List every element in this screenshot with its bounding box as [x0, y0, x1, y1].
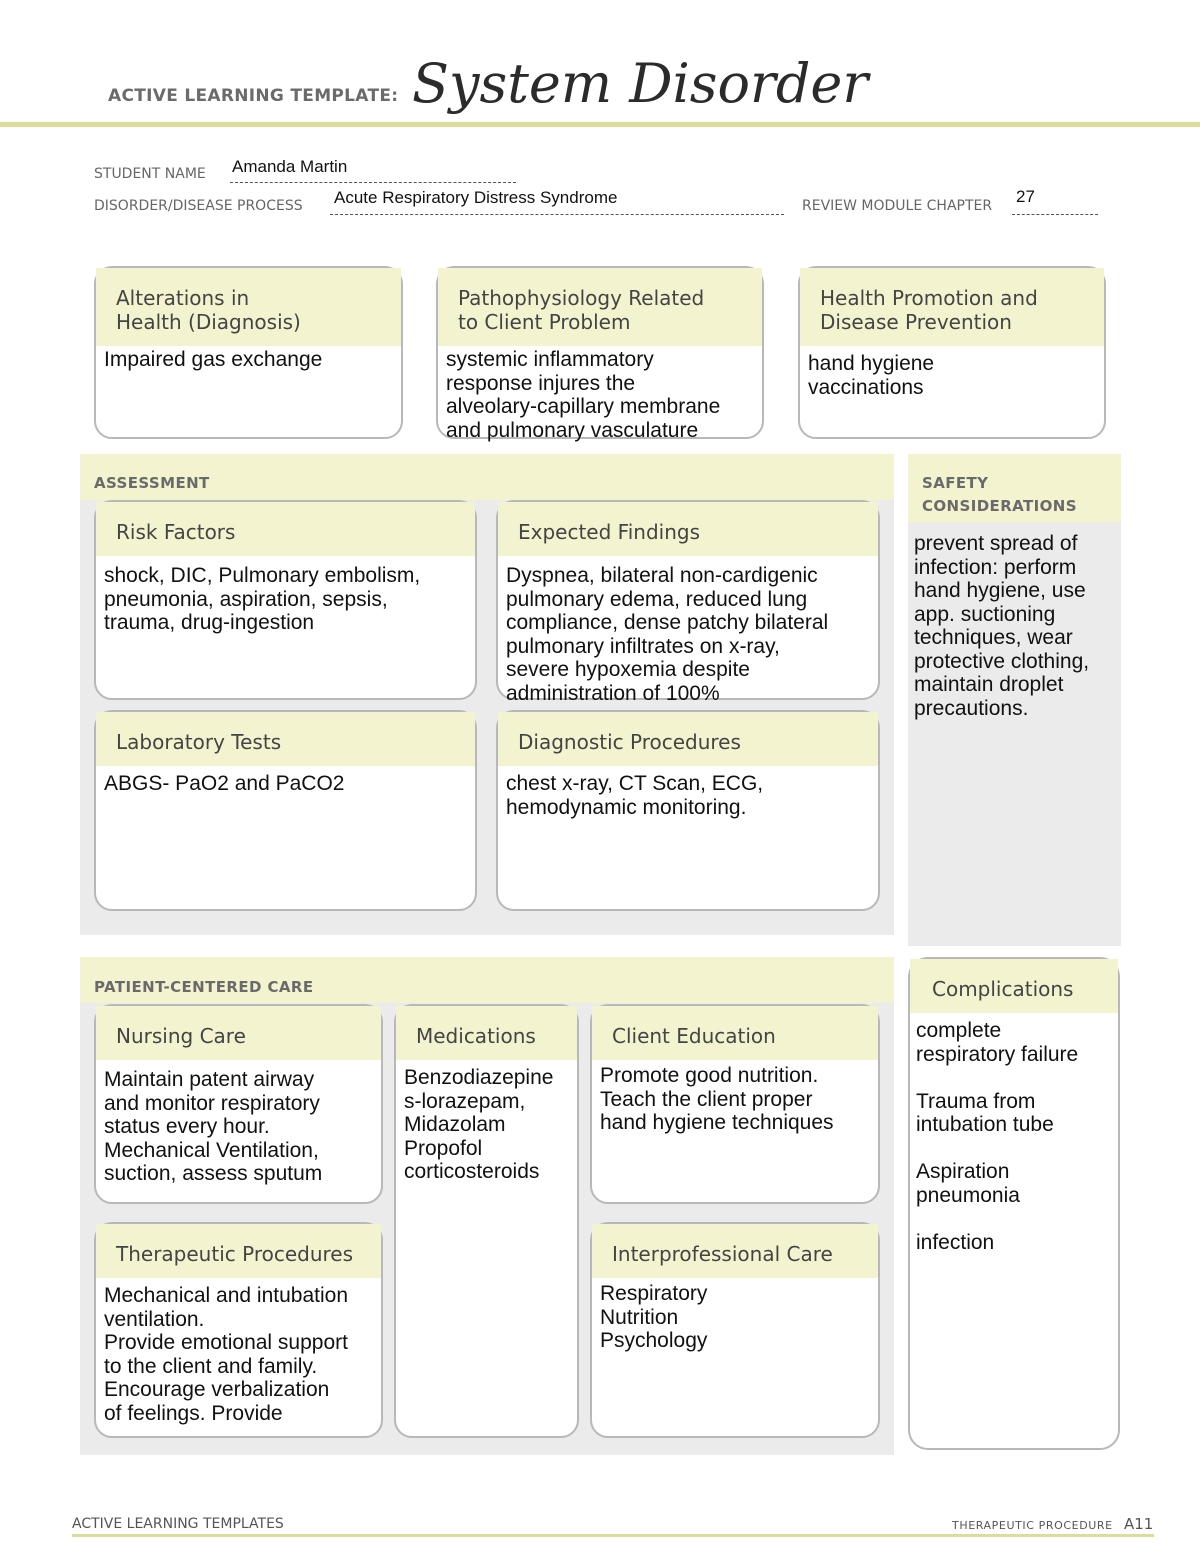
- laboratory-tests-box: [94, 710, 477, 911]
- diagnostic-procedures-box: [496, 710, 880, 911]
- pathophysiology-input[interactable]: systemic inflammatory response injures the alveolary-capillary membrane and pulmonary vasculature: [446, 348, 721, 442]
- safety-title: SAFETY CONSIDERATIONS: [922, 474, 1077, 515]
- chapter-label: REVIEW MODULE CHAPTER: [802, 198, 993, 214]
- pathophysiology-title: Pathophysiology Related to Client Problem: [438, 268, 762, 346]
- laboratory-tests-title: Laboratory Tests: [96, 712, 475, 766]
- client-education-box: [590, 1004, 880, 1204]
- nursing-care-title: Nursing Care: [96, 1006, 381, 1060]
- header-divider: [0, 122, 1200, 127]
- complications-title: Complications: [910, 959, 1118, 1013]
- nursing-care-box: [94, 1004, 383, 1204]
- risk-factors-title: Risk Factors: [96, 502, 475, 556]
- therapeutic-procedures-input[interactable]: Mechanical and intubation ventilation. Provide emotional support to the client and family. Encourage verbalization of feelings. Provide: [104, 1284, 349, 1425]
- complications-input[interactable]: complete respiratory failure Trauma from intubation tube Aspiration pneumonia infection: [916, 1019, 1079, 1254]
- template-label: ACTIVE LEARNING TEMPLATE:: [108, 86, 399, 106]
- chapter-line: [1012, 214, 1098, 215]
- health-promotion-box: [798, 266, 1106, 439]
- risk-factors-input[interactable]: shock, DIC, Pulmonary embolism, pneumonia, aspiration, sepsis, trauma, drug-ingestion: [104, 564, 421, 634]
- disorder-field[interactable]: Acute Respiratory Distress Syndrome: [334, 188, 618, 207]
- interprofessional-care-title: Interprofessional Care: [592, 1224, 878, 1278]
- expected-findings-box: [496, 500, 880, 705]
- pathophysiology-box: [436, 266, 764, 442]
- interprofessional-care-input[interactable]: Respiratory Nutrition Psychology: [600, 1282, 708, 1352]
- alterations-input[interactable]: Impaired gas exchange: [104, 348, 323, 371]
- client-education-input[interactable]: Promote good nutrition. Teach the client proper hand hygiene techniques: [600, 1064, 834, 1134]
- assessment-title: ASSESSMENT: [94, 474, 210, 492]
- nursing-care-input[interactable]: Maintain patent airway and monitor respiratory status every hour. Mechanical Ventilation, suction, assess sputum: [104, 1068, 323, 1185]
- interprofessional-care-box: [590, 1222, 880, 1438]
- complications-box: [908, 957, 1120, 1450]
- footer-section-label: THERAPEUTIC PROCEDURE: [952, 1519, 1113, 1532]
- therapeutic-procedures-title: Therapeutic Procedures: [96, 1224, 381, 1278]
- risk-factors-box: [94, 500, 477, 700]
- diagnostic-procedures-input[interactable]: chest x-ray, CT Scan, ECG, hemodynamic monitoring.: [506, 772, 764, 819]
- student-name-label: STUDENT NAME: [94, 166, 206, 182]
- diagnostic-procedures-title: Diagnostic Procedures: [498, 712, 878, 766]
- student-name-line: [230, 182, 516, 183]
- alterations-title: Alterations in Health (Diagnosis): [96, 268, 401, 346]
- laboratory-tests-input[interactable]: ABGS- PaO2 and PaCO2: [104, 772, 345, 795]
- alterations-box: [94, 266, 403, 439]
- therapeutic-procedures-box: [94, 1222, 383, 1438]
- page-number: A11: [1124, 1515, 1154, 1533]
- expected-findings-title: Expected Findings: [498, 502, 878, 556]
- page-title: System Disorder: [412, 52, 869, 115]
- disorder-label: DISORDER/DISEASE PROCESS: [94, 198, 303, 214]
- health-promotion-input[interactable]: hand hygiene vaccinations: [808, 352, 935, 399]
- medications-input[interactable]: Benzodiazepine s-lorazepam, Midazolam Propofol corticosteroids: [404, 1066, 554, 1183]
- health-promotion-title: Health Promotion and Disease Prevention: [800, 268, 1104, 346]
- client-education-title: Client Education: [592, 1006, 878, 1060]
- medications-box: [394, 1004, 579, 1438]
- footer-left-label: ACTIVE LEARNING TEMPLATES: [72, 1516, 284, 1532]
- patient-care-title: PATIENT-CENTERED CARE: [94, 978, 314, 996]
- expected-findings-input[interactable]: Dyspnea, bilateral non-cardigenic pulmonary edema, reduced lung compliance, dense patchy bilateral pulmonary infiltrates on x-ray, severe hypoxemia despite administration of 100%: [506, 564, 829, 705]
- safety-input[interactable]: prevent spread of infection: perform hand hygiene, use app. suctioning techniques, wear protective clothing, maintain droplet precautions.: [914, 532, 1090, 720]
- disorder-line: [330, 214, 784, 215]
- chapter-field[interactable]: 27: [1016, 187, 1035, 206]
- footer-divider: [72, 1534, 1154, 1537]
- medications-title: Medications: [396, 1006, 577, 1060]
- student-name-field[interactable]: Amanda Martin: [232, 157, 348, 176]
